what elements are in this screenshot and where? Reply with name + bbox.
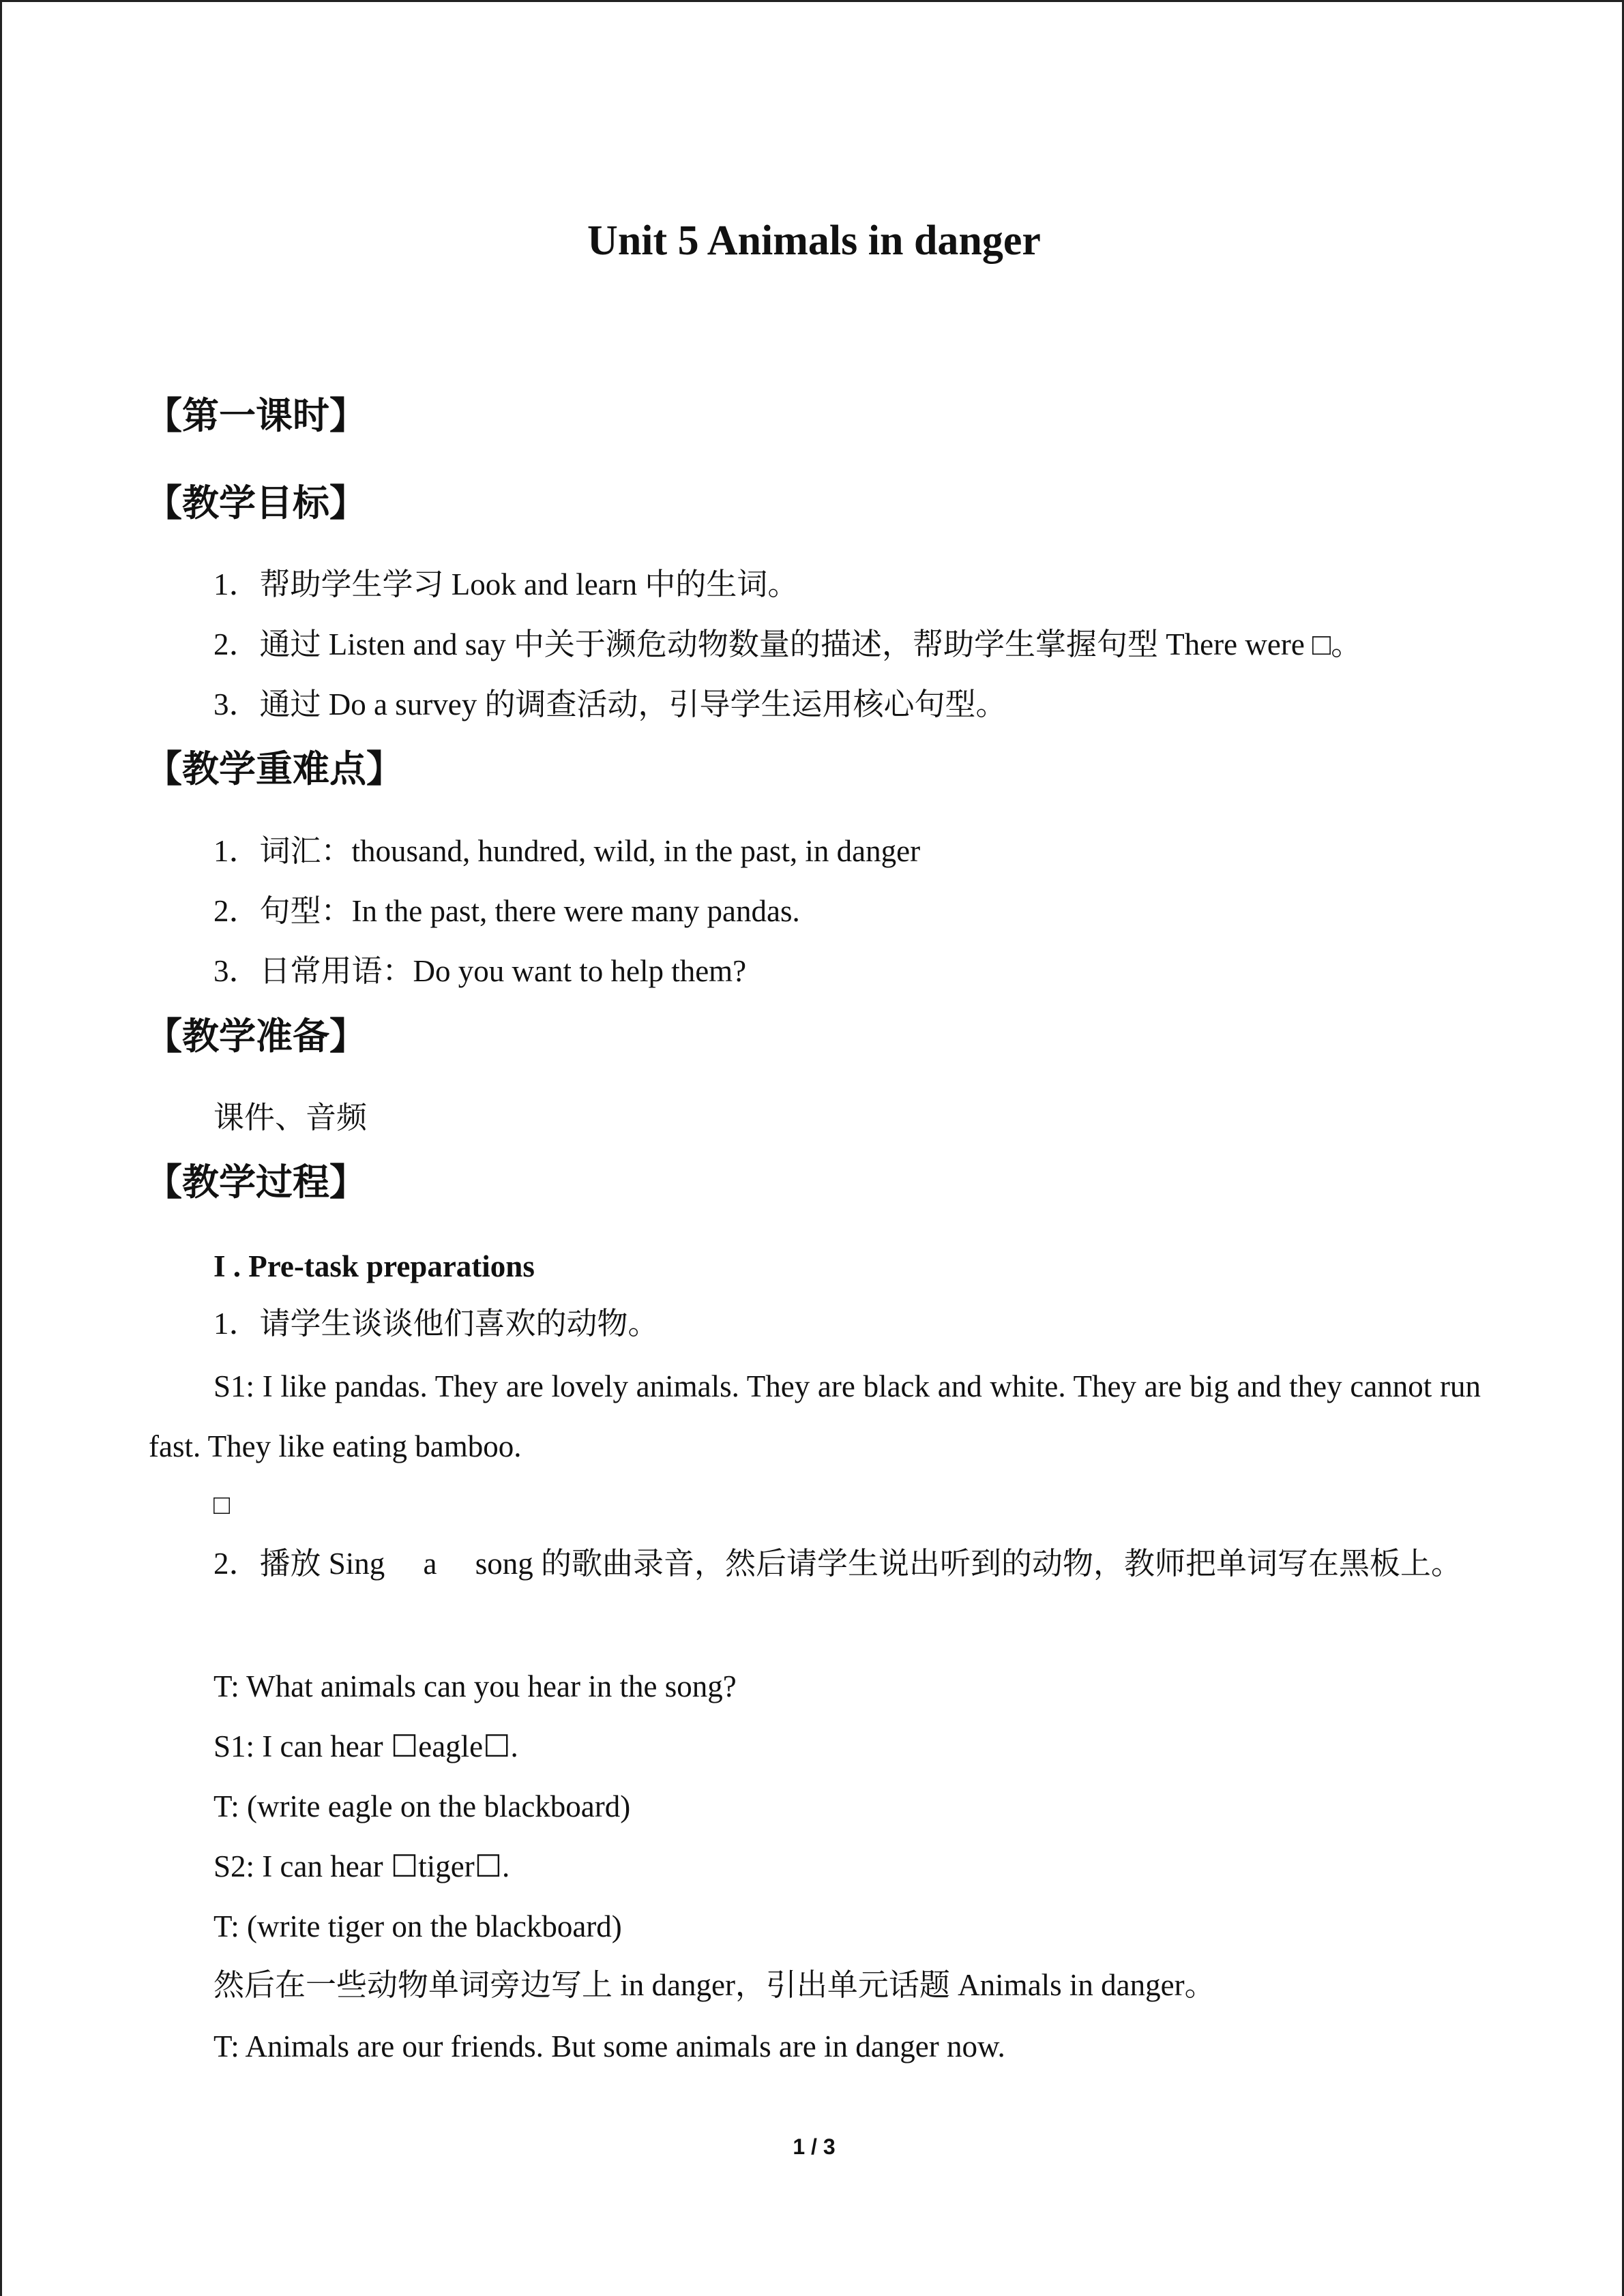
dialogue-line: T: (write tiger on the blackboard) (213, 1909, 622, 1943)
student-answer-paragraph: S1: I like pandas. They are lovely animals. They are black and white. They are big and they cannot run fast. They like eating bamboo. (149, 1369, 1481, 1463)
objectives-heading: 【教学目标】 (145, 481, 366, 524)
section-title: I . Pre-task preparations (213, 1249, 535, 1283)
placeholder-box: □ (213, 1489, 231, 1520)
page-number: 1 / 3 (793, 2134, 836, 2159)
key-points-heading: 【教学重难点】 (145, 747, 403, 790)
dialogue-line: S2: I can hear ☐tiger☐. (213, 1849, 510, 1883)
preparation-heading: 【教学准备】 (145, 1015, 366, 1058)
key-point-item: 3．日常用语：Do you want to help them? (213, 954, 747, 988)
preparation-text: 课件、音频 (213, 1101, 368, 1135)
objective-item: 2．通过 Listen and say 中关于濒危动物数量的描述，帮助学生掌握句型 There were □。 (213, 627, 1362, 661)
process-step-paragraph: 2．播放 Sing a song 的歌曲录音，然后请学生说出听到的动物，教师把单词写在黑板上。 (213, 1547, 1462, 1581)
objective-item: 1．帮助学生学习 Look and learn 中的生词。 (213, 567, 799, 601)
dialogue-line: T: Animals are our friends. But some animals are in danger now. (213, 2029, 1005, 2063)
dialogue-line: S1: I can hear ☐eagle☐. (213, 1729, 518, 1763)
dialogue-line: 然后在一些动物单词旁边写上 in danger，引出单元话题 Animals in danger。 (213, 1968, 1215, 2002)
objective-item: 3．通过 Do a survey 的调查活动，引导学生运用核心句型。 (213, 687, 1007, 721)
key-point-item: 2．句型：In the past, there were many pandas. (213, 894, 800, 928)
document-title: Unit 5 Animals in danger (587, 218, 1041, 264)
process-step: 1．请学生谈谈他们喜欢的动物。 (213, 1307, 659, 1341)
dialogue-line: T: (write eagle on the blackboard) (213, 1789, 631, 1823)
process-heading: 【教学过程】 (145, 1161, 366, 1204)
lesson-heading: 【第一课时】 (145, 394, 366, 437)
key-point-item: 1．词汇：thousand, hundred, wild, in the past, in danger (213, 834, 921, 868)
dialogue-line: T: What animals can you hear in the song? (213, 1669, 737, 1703)
